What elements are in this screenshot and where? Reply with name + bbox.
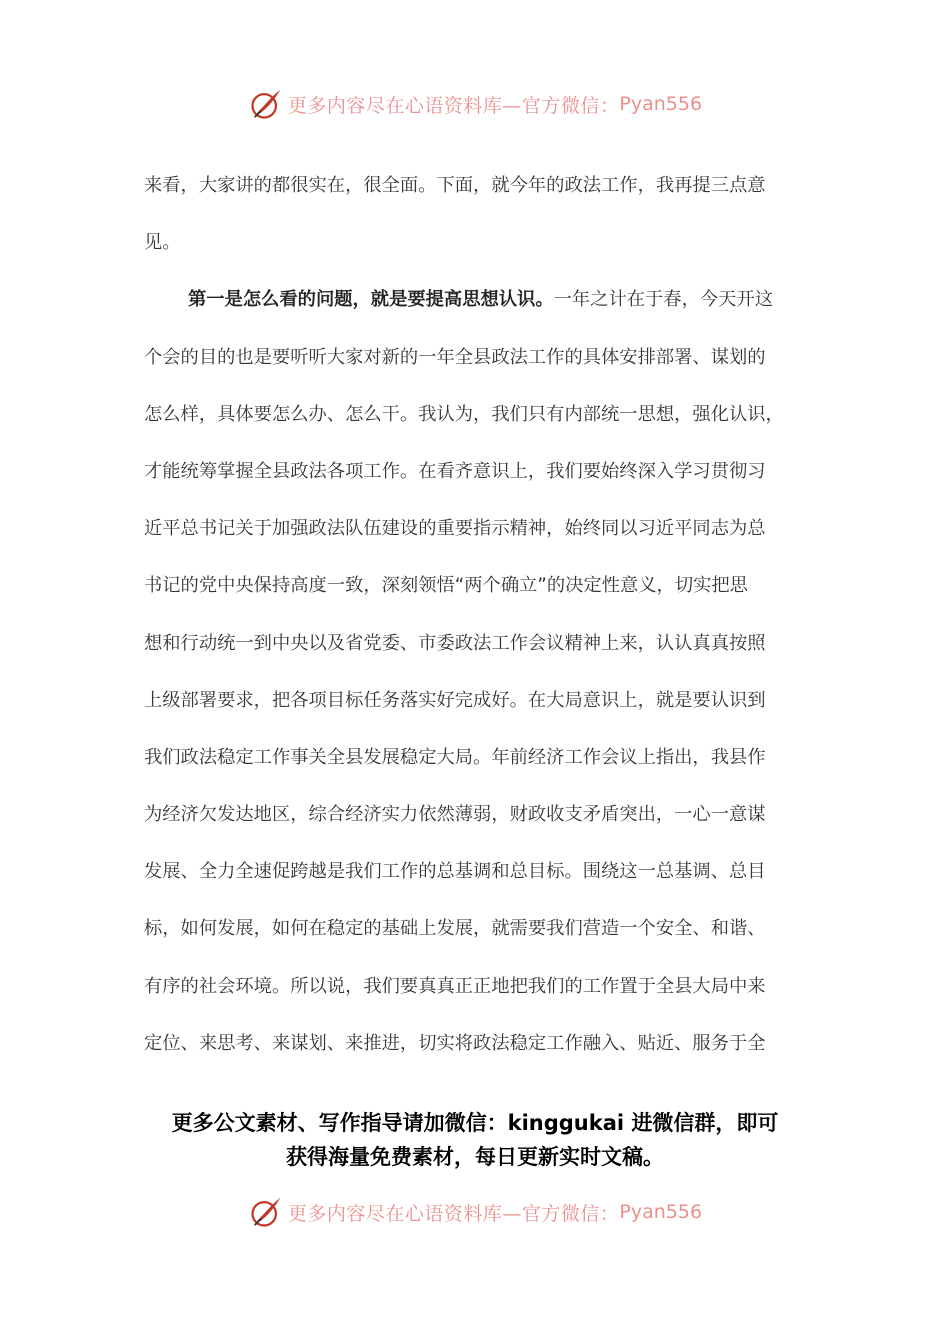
text-line: 我们政法稳定工作事关全县发展稳定大局。年前经济工作会议上指出，我县作 (144, 746, 766, 768)
paragraph-heading: 第一是怎么看的问题，就是要提高思想认识。 (188, 289, 554, 311)
header-banner-text: 更多内容尽在心语资料库—官方微信： (287, 94, 620, 117)
paragraph-opening-text: 一年之计在于春，今天开这 (553, 289, 773, 311)
text-line: 有序的社会环境。所以说，我们要真真正正地把我们的工作置于全县大局中来 (144, 975, 766, 997)
promo-block (0, 1106, 950, 1174)
promo-line-2: 获得海量免费素材，每日更新实时文稿。 (286, 1145, 664, 1169)
text-line: 书记的党中央保持高度一致，深刻领悟“两个确立”的决定性意义，切实把思 (144, 575, 748, 597)
footer-wechat-id: Pyan556 (619, 1201, 703, 1223)
text-line: 个会的目的也是要听听大家对新的一年全县政法工作的具体安排部署、谋划的 (144, 346, 766, 368)
text-line: 见。 (144, 232, 181, 254)
header-wechat-id: Pyan556 (619, 93, 703, 115)
header-banner (0, 82, 950, 126)
text-line: 近平总书记关于加强政法队伍建设的重要指示精神，始终同以习近平同志为总 (144, 518, 766, 540)
text-line: 标，如何发展，如何在稳定的基础上发展，就需要我们营造一个安全、和谐、 (144, 918, 766, 940)
text-line: 定位、来思考、来谋划、来推进，切实将政法稳定工作融入、贴近、服务于全 (144, 1032, 766, 1054)
text-line: 发展、全力全速促跨越是我们工作的总基调和总目标。围绕这一总基调、总目 (144, 861, 766, 883)
text-line: 怎么样，具体要怎么办、怎么干。我认为，我们只有内部统一思想，强化认识， (144, 403, 784, 425)
footer-banner-text: 更多内容尽在心语资料库—官方微信： (287, 1202, 620, 1225)
quill-pen-logo-icon (248, 86, 284, 122)
text-line: 上级部署要求，把各项目标任务落实好完成好。在大局意识上，就是要认识到 (144, 689, 766, 711)
text-line: 为经济欠发达地区，综合经济实力依然薄弱，财政收支矛盾突出，一心一意谋 (144, 804, 766, 826)
paragraph-opening-line (144, 271, 808, 328)
promo-line-1: 更多公文素材、写作指导请加微信：kinggukai 进微信群，即可 (171, 1111, 779, 1135)
text-line: 来看，大家讲的都很实在，很全面。下面，就今年的政法工作，我再提三点意 (144, 175, 766, 196)
text-line: 才能统筹掌握全县政法各项工作。在看齐意识上，我们要始终深入学习贯彻习 (144, 460, 766, 482)
document-body (144, 157, 808, 1072)
quill-pen-logo-icon (248, 1194, 284, 1230)
footer-banner (0, 1190, 950, 1234)
text-line: 想和行动统一到中央以及省党委、市委政法工作会议精神上来，认认真真按照 (144, 632, 766, 654)
